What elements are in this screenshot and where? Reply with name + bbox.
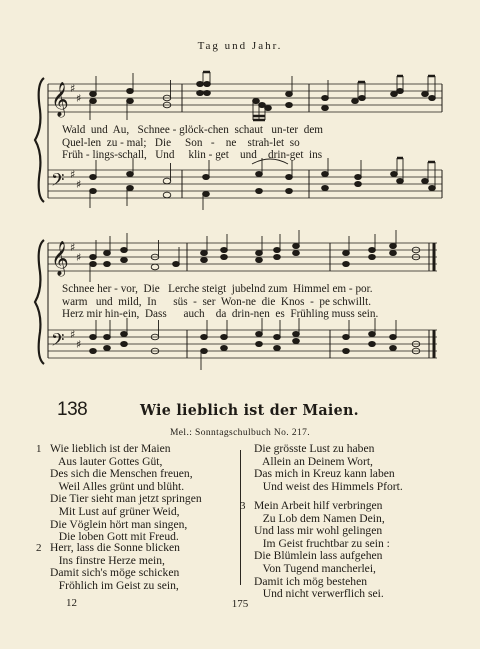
bass-clef-icon: 𝄢 <box>51 330 65 354</box>
verse-number: 3 <box>240 500 246 512</box>
verse-line: Und lass mir wohl gelingen <box>254 524 383 538</box>
verse-3 <box>240 499 390 601</box>
melody-reference: Mel.: Sonntagschulbuch No. 217. <box>169 428 311 438</box>
lyric-line: warm und mild, In süs - ser Won-ne die Knos - pe schwillt. <box>62 296 371 308</box>
verse-line: Die grösste Lust zu haben <box>254 442 375 455</box>
verse-line: Ins finstre Herze mein, <box>50 553 165 567</box>
treble-clef-icon: 𝄞 <box>51 241 69 276</box>
lyric-line: Herz mir hin-ein, Dass auch da drin-nen es Frühling muss sein. <box>62 308 379 320</box>
verse-line: Die Tier sieht man jetzt springen <box>50 492 202 506</box>
lyric-line: Quel-len zu - mal; Die Son - ne strah-let so <box>62 137 300 149</box>
verse-line: Allein an Deinem Wort, <box>254 454 373 468</box>
verse-2 <box>36 541 180 592</box>
verse-line: Im Geist fruchtbar zu sein : <box>254 536 390 550</box>
bass-clef-icon: 𝄢 <box>51 170 65 194</box>
lyric-line: Wald und Au, Schnee - glöck-chen schaut un-ter dem <box>62 124 323 136</box>
verse-number: 1 <box>36 443 42 455</box>
verse-line: Fröhlich im Geist zu sein, <box>50 578 179 592</box>
verse-1 <box>36 442 202 544</box>
verse-line: Die Blümlein lass aufgehen <box>254 549 383 563</box>
page-number: 175 <box>231 598 249 610</box>
signature-mark: 12 <box>66 597 77 609</box>
verse-line: Damit sich's möge schicken <box>50 566 180 580</box>
verse-line: Wie lieblich ist der Maien <box>50 442 171 455</box>
brace-icon <box>35 240 44 364</box>
running-head: Tag und Jahr. <box>197 40 283 52</box>
verse-line: Das mich in Kreuz kann laben <box>254 467 395 481</box>
svg-text:♯: ♯ <box>76 92 82 105</box>
svg-text:♯: ♯ <box>76 251 82 264</box>
verse-number: 2 <box>36 542 42 554</box>
verse-line: Mein Arbeit hilf verbringen <box>254 499 383 512</box>
svg-text:♯: ♯ <box>70 82 76 95</box>
verse-line: Damit ich mög bestehen <box>254 574 368 588</box>
verse-line: Und nicht verwerflich sei. <box>254 587 384 601</box>
verse-line: Die Vöglein hört man singen, <box>50 517 188 531</box>
verse-line: Des sich die Menschen freuen, <box>50 467 193 481</box>
verse-line: Von Tugend mancherlei, <box>254 561 376 575</box>
verse-line: Und weist des Himmels Pfort. <box>254 479 403 493</box>
lyric-line: Früh - lings-schall, Und klin - get und drin-get ins <box>62 149 323 161</box>
column-divider <box>240 450 241 585</box>
verse-line: Aus lauter Gottes Güt, <box>50 454 163 468</box>
verse-2-continued <box>254 443 403 493</box>
lyric-line: Schnee her - vor, Die Lerche steigt jubelnd zum Himmel em - por. <box>62 283 373 295</box>
svg-text:♯: ♯ <box>70 168 76 181</box>
svg-text:♯: ♯ <box>76 338 82 351</box>
svg-text:♯: ♯ <box>76 178 82 191</box>
verse-line: Die loben Gott mit Freud. <box>50 530 179 544</box>
svg-text:♯: ♯ <box>70 241 76 254</box>
verse-line: Weil Alles grünt und blüht. <box>50 479 185 493</box>
verse-line: Zu Lob dem Namen Dein, <box>254 511 385 525</box>
brace-icon <box>35 78 44 202</box>
hymn-title: Wie lieblich ist der Maien. <box>140 401 359 419</box>
treble-clef-icon: 𝄞 <box>51 82 69 117</box>
verse-line: Mit Lust auf grüner Weid, <box>50 504 180 518</box>
svg-text:♯: ♯ <box>70 328 76 341</box>
hymn-number: 138 <box>57 399 88 420</box>
verse-line: Herr, lass die Sonne blicken <box>50 541 180 554</box>
